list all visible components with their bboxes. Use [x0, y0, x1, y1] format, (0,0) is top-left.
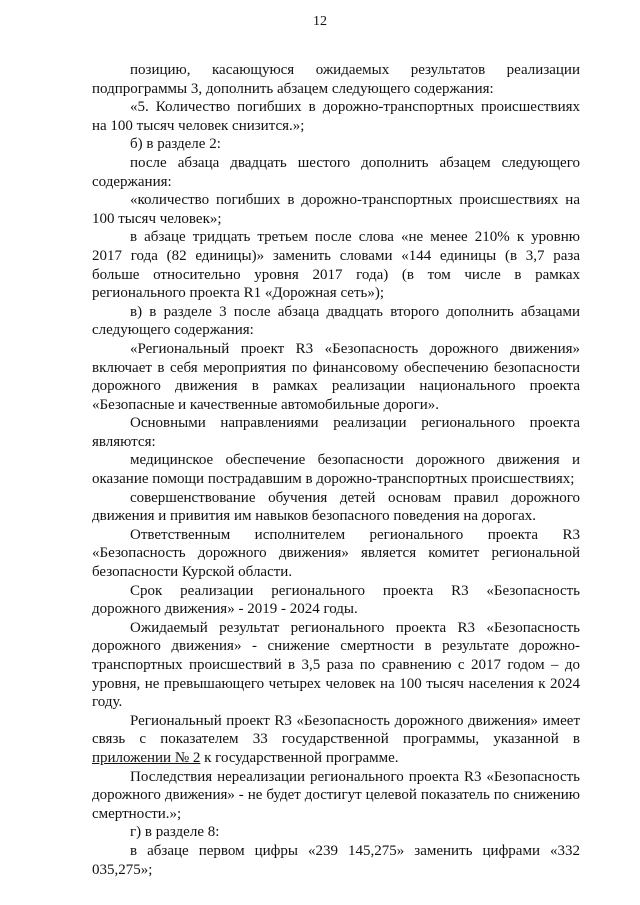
paragraph: в абзаце тридцать третьем после слова «не менее 210% к уровню 2017 года (82 единицы)» заменить словами «144 единицы (в 3,7 раза больше относительно уровня 2017 года) (в том числе в рамках регионального проекта R1 «Дорожная сеть»);: [92, 229, 580, 302]
paragraph-text: к государственной программе.: [200, 749, 399, 766]
appendix-2-link[interactable]: приложении № 2: [92, 749, 201, 766]
paragraph: в абзаце первом цифры «239 145,275» заменить цифрами «332 035,275»;: [92, 842, 580, 878]
paragraph: «5. Количество погибших в дорожно-транспортных происшествиях на 100 тысяч человек снизится.»;: [92, 99, 580, 134]
paragraph: б) в разделе 2:: [130, 136, 221, 153]
paragraph: совершенствование обучения детей основам правил дорожного движения и привития им навыков безопасного поведения на дорогах.: [92, 489, 580, 525]
paragraph: Срок реализации регионального проекта R3 «Безопасность дорожного движения» - 2019 - 2024 годы.: [92, 582, 580, 618]
document-body: [92, 61, 580, 879]
paragraph: г) в разделе 8:: [130, 824, 220, 841]
paragraph: Ответственным исполнителем регионального проекта R3 «Безопасность дорожного движения» является комитет региональной безопасности Курской области.: [92, 526, 580, 581]
paragraph: Ожидаемый результат регионального проекта R3 «Безопасность дорожного движения» - снижение смертности в результате дорожно-транспортных происшествий в 3,5 раза по сравнению с 2017 годом – до уровня, не превышающего четырех человек на 100 тысяч населения к 2024 году.: [92, 619, 580, 711]
paragraph: «количество погибших в дорожно-транспортных происшествиях на 100 тысяч человек»;: [92, 192, 580, 227]
paragraph: в) в разделе 3 после абзаца двадцать второго дополнить абзацами следующего содержания:: [92, 303, 580, 339]
paragraph: позицию, касающуюся ожидаемых результатов реализации подпрограммы 3, дополнить абзацем следующего содержания:: [92, 62, 580, 97]
paragraph-text: Региональный проект R3 «Безопасность дорожного движения» имеет связь с показателем 33 государственной программы, указанной в: [92, 712, 580, 748]
paragraph: Последствия нереализации регионального проекта R3 «Безопасность дорожного движения» - не будет достигут целевой показатель по снижению смертности.»;: [92, 768, 580, 822]
paragraph-with-link: [92, 712, 580, 768]
page-number: 12: [313, 14, 327, 29]
paragraph: «Региональный проект R3 «Безопасность дорожного движения» включает в себя мероприятия по финансовому обеспечению безопасности дорожного движения в рамках реализации национального проекта «Безопасные и качественные автомобильные дороги».: [92, 340, 580, 413]
paragraph: после абзаца двадцать шестого дополнить абзацем следующего содержания:: [92, 154, 580, 190]
paragraph: медицинское обеспечение безопасности дорожного движения и оказание помощи пострадавшим в дорожно-транспортных происшествиях;: [92, 452, 580, 488]
paragraph: Основными направлениями реализации регионального проекта являются:: [92, 415, 580, 450]
